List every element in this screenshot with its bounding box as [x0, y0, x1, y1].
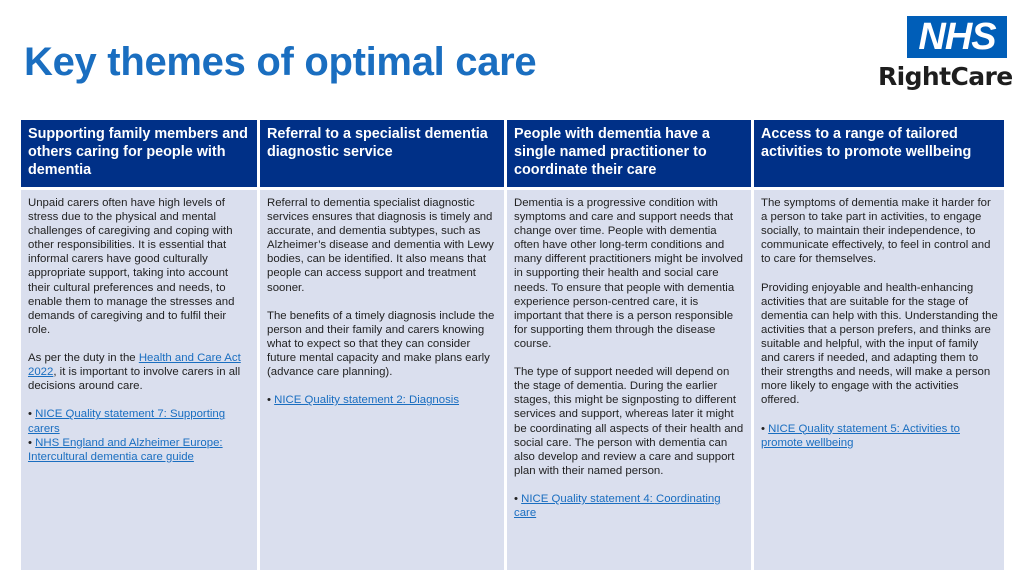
- nice-qs2-link[interactable]: NICE Quality statement 2: Diagnosis: [274, 394, 460, 407]
- duty-text-suffix: , it is important to involve carers in all decisions around care.: [28, 366, 241, 393]
- column-body: [21, 190, 257, 570]
- theme-column-referral: [260, 120, 504, 570]
- column-heading: Referral to a specialist dementia diagnostic service: [260, 120, 504, 187]
- body-paragraph: The symptoms of dementia make it harder for a person to take part in activities, to engage socially, to maintain their independence, to communicate effectively, to feel in control and to care for themselves.: [761, 197, 991, 266]
- health-care-act-link[interactable]: Health and Care Act 2022: [28, 352, 241, 379]
- rightcare-wordmark: RightCare: [878, 62, 1013, 91]
- column-body: [260, 190, 504, 570]
- column-heading: People with dementia have a single named practitioner to coordinate their care: [507, 120, 751, 187]
- page-title: Key themes of optimal care: [24, 40, 537, 84]
- body-paragraph: The type of support needed will depend on the stage of dementia. During the earlier stages, this might be signposting to different services and support, whereas later it might be coordinating all aspects of their health and social care. The person with dementia can also develop and review a care and support plan with their named person.: [514, 366, 744, 477]
- body-paragraph: [28, 351, 251, 393]
- body-paragraph: The benefits of a timely diagnosis include the person and their family and carers knowing what to expect so that they can consider future mental capacity and make plans early (advance care planning).: [267, 309, 495, 379]
- themes-table: [21, 120, 1004, 570]
- theme-column-activities: [754, 120, 1004, 570]
- body-paragraph: Referral to dementia specialist diagnostic services ensures that diagnosis is timely and accurate, and dementia subtypes, such as Alzheimer’s disease and dementia with Lewy bodies, can be identified. It also means that people can access support and treatment sooner.: [267, 197, 494, 294]
- resource-bullet: • NHS England and Alzheimer Europe: Intercultural dementia care guide: [28, 436, 223, 463]
- body-paragraph: Dementia is a progressive condition with symptoms and care and support needs that change over time. People with dementia often have other long-term conditions and many different practitioners might be involved in supporting their health and social care needs. To ensure that people with dementia experience person-centred care, it is important that there is a person responsible for supporting them through the disease course.: [514, 197, 743, 350]
- resource-bullet: • NICE Quality statement 4: Coordinating care: [514, 492, 721, 520]
- resource-bullet: • NICE Quality statement 7: Supporting carers: [28, 408, 226, 435]
- column-body: [754, 190, 1004, 570]
- intercultural-guide-link[interactable]: NHS England and Alzheimer Europe: Intercultural dementia care guide: [28, 436, 223, 463]
- column-heading: Supporting family members and others caring for people with dementia: [21, 120, 257, 187]
- theme-column-named-practitioner: [507, 120, 751, 570]
- column-heading: Access to a range of tailored activities to promote wellbeing: [754, 120, 1004, 187]
- column-body: [507, 190, 751, 570]
- nhs-logo: NHS: [907, 16, 1007, 58]
- nice-qs4-link[interactable]: NICE Quality statement 4: Coordinating care: [514, 492, 721, 520]
- duty-text-prefix: As per the duty in the: [28, 352, 139, 365]
- resource-bullet: • NICE Quality statement 5: Activities to promote wellbeing: [761, 422, 960, 449]
- nice-qs5-link[interactable]: NICE Quality statement 5: Activities to promote wellbeing: [761, 422, 960, 449]
- resource-bullet: • NICE Quality statement 2: Diagnosis: [267, 394, 460, 407]
- nhs-rightcare-logo: [878, 16, 1013, 96]
- body-paragraph: Unpaid carers often have high levels of stress due to the physical and mental challenges of caregiving and coping with other responsibilities. It is essential that informal carers have good culturally appropriate support, taking into account their cultural preferences and needs, to enable them to manage the stresses and demands of caregiving and to fulfil their role.: [28, 197, 235, 336]
- theme-column-carers: [21, 120, 257, 570]
- body-paragraph: Providing enjoyable and health-enhancing activities that are suitable for the stage of dementia can help with this. Understanding the activities that a person prefers, and thinks are suitable and helpful, with the input of family and carers if needed, and adapting them to their strengths and needs, will make a person more likely to engage with the activities offered.: [761, 281, 998, 407]
- nice-qs7-link[interactable]: NICE Quality statement 7: Supporting carers: [28, 408, 226, 435]
